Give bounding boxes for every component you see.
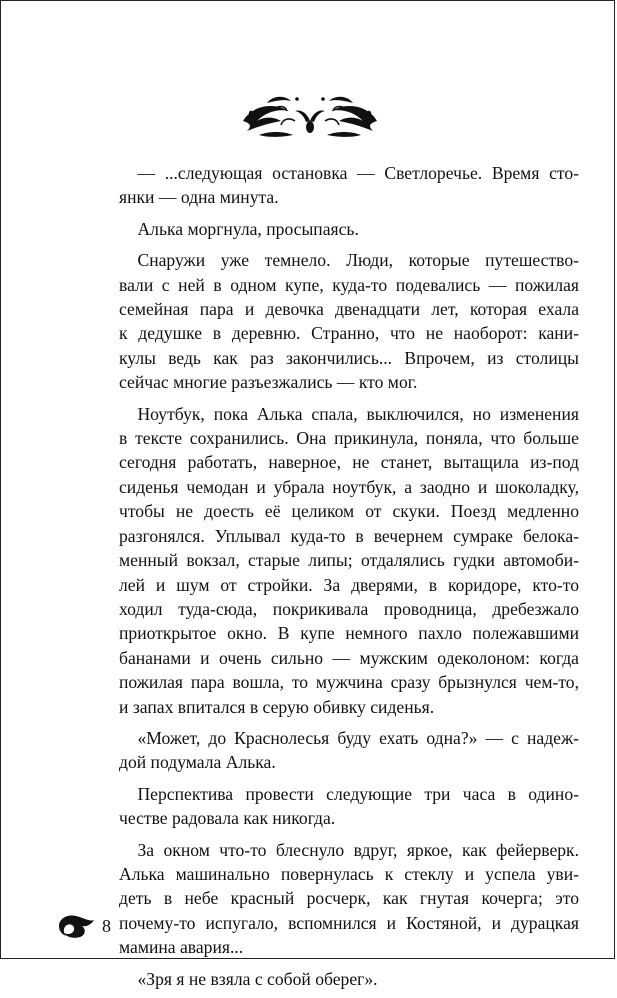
text-line: и запах впитался в серую обивку сиденья.	[119, 696, 435, 717]
paragraph	[119, 782, 579, 831]
text-line: пожилая пара вошла, то мужчина сразу брызнулся чем-то,	[119, 672, 579, 693]
text-line: чтобы не доесть её целиком от скуки. Поезд медленно	[119, 501, 579, 522]
text-line: мамина авария...	[119, 937, 244, 958]
text-line: к дедушке в деревню. Странно, что не наоборот: кани-	[119, 323, 579, 344]
text-line: семейная пара и девочка двенадцати лет, которая ехала	[119, 299, 579, 320]
page-body-text	[119, 161, 579, 998]
text-line: сейчас многие разъезжались — кто мог.	[119, 372, 418, 393]
swirl-ornament-icon	[56, 913, 96, 939]
text-line: вали с ней в одном купе, куда-то подевались — пожилая	[119, 274, 579, 295]
paragraph	[119, 161, 579, 210]
text-line: Снаружи уже темнело. Люди, которые путешество-	[137, 250, 579, 271]
text-line: ходил туда-сюда, покрикивала проводница, дребезжало	[119, 598, 579, 619]
text-line: Ноутбук, пока Алька спала, выключился, но изменения	[137, 403, 579, 424]
text-line: в тексте сохранились. Она прикинула, поняла, что больше	[119, 428, 579, 449]
text-line: бананами и очень сильно — мужским одеколоном: когда	[119, 647, 579, 668]
text-line: Алька машинально повернулась к стеклу и успела уви-	[119, 863, 579, 884]
text-line: почему-то испугало, вспомнился и Костяной, и дурацкая	[119, 912, 579, 933]
paragraph	[119, 967, 579, 991]
floral-ornament-icon	[237, 91, 383, 143]
text-line: «Может, до Краснолесья буду ехать одна?» — с надеж-	[137, 727, 579, 748]
paragraph	[119, 838, 579, 960]
text-line: разгонялся. Уплывал куда-то в вечернем сумраке белока-	[119, 525, 579, 546]
text-line: Перспектива провести следующие три часа в одино-	[137, 783, 579, 804]
text-line: Алька моргнула, просыпаясь.	[137, 218, 359, 239]
text-line: — ...следующая остановка — Светлоречье. Время сто-	[137, 163, 579, 183]
text-line: честве радовала как никогда.	[119, 808, 336, 829]
text-line: сегодня работать, наверное, не станет, вытащила из-под	[119, 452, 579, 473]
text-line: дой подумала Алька.	[119, 752, 276, 773]
text-line: менный вокзал, старые липы; отдалялись гудки автомоби-	[119, 550, 579, 571]
paragraph	[119, 217, 579, 241]
text-line: приоткрытое окно. В купе немного пахло полежавшими	[119, 623, 579, 644]
page-footer	[56, 913, 111, 939]
text-line: лей и шум от стройки. За дверями, в коридоре, кто-то	[119, 574, 579, 595]
paragraph	[119, 726, 579, 775]
paragraph	[119, 248, 579, 394]
text-line: янки — одна минута.	[119, 187, 279, 208]
text-line: деть в небе красный росчерк, как гнутая кочерга; это	[119, 888, 579, 909]
text-line: За окном что-то блеснуло вдруг, яркое, как фейерверк.	[137, 839, 579, 860]
text-line: «Зря я не взяла с собой оберег».	[137, 968, 378, 989]
paragraph	[119, 402, 579, 719]
text-line: кулы ведь как раз закончились... Впрочем, из столицы	[119, 347, 579, 368]
text-line: сиденья чемодан и убрала ноутбук, а заодно и шоколадку,	[119, 476, 579, 497]
page-number: 8	[102, 916, 111, 936]
